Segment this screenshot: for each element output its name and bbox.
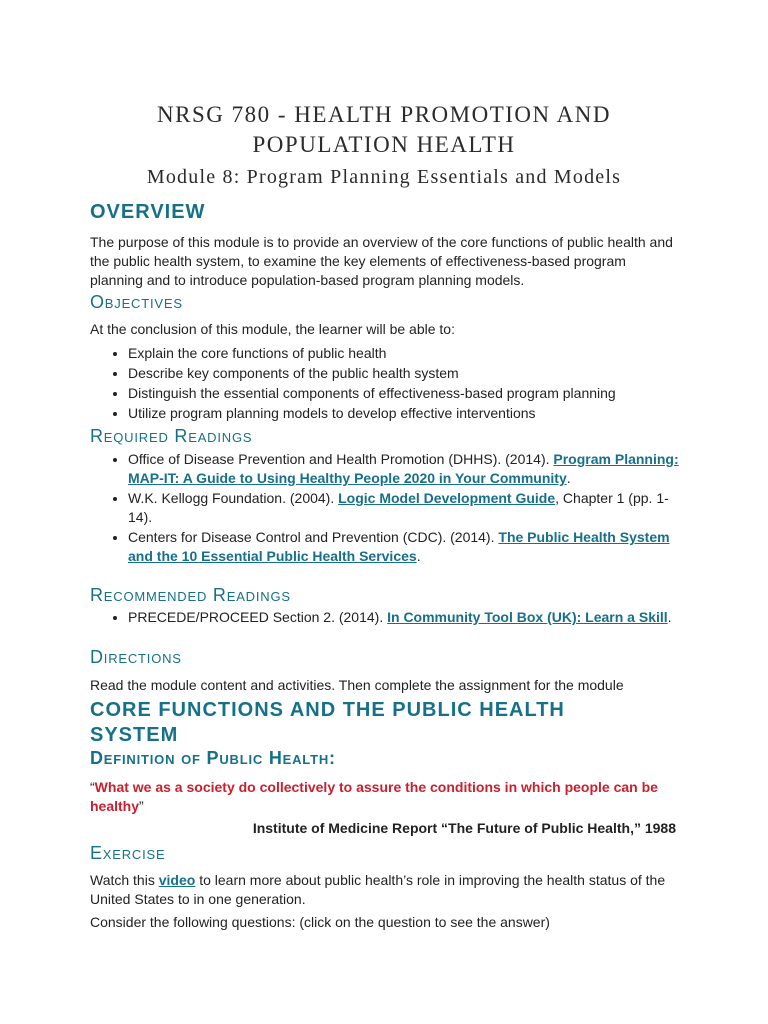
- objectives-intro: At the conclusion of this module, the learner will be able to:: [90, 321, 455, 337]
- objective-item: • Utilize program planning models to develop effective interventions: [128, 404, 688, 423]
- recommended-readings-list: [90, 608, 688, 628]
- definition-heading: Definition of Public Health:: [90, 748, 336, 768]
- objective-item: • Distinguish the essential components of effectiveness-based program planning: [128, 384, 688, 403]
- reading-item: [128, 528, 688, 566]
- exercise-text: [90, 871, 680, 909]
- quote-open-mark: “: [90, 779, 95, 795]
- overview-heading: OVERVIEW: [90, 201, 206, 223]
- module-title: Module 8: Program Planning Essentials and Models: [146, 166, 622, 188]
- objectives-list: [90, 344, 688, 424]
- reading-suffix: .: [566, 470, 571, 486]
- course-title: [0, 100, 768, 160]
- reading-suffix: , Chapter 1 (pp. 1-14).: [128, 490, 669, 525]
- reading-citation: Office of Disease Prevention and Health Promotion (DHHS). (2014).: [128, 451, 554, 467]
- reading-item: [128, 608, 688, 627]
- course-title-line-2: POPULATION HEALTH: [252, 132, 516, 157]
- core-functions-heading: CORE FUNCTIONS AND THE PUBLIC HEALTH SYSTEM: [90, 699, 565, 746]
- quote-attribution: Institute of Medicine Report “The Future of Public Health,” 1988: [252, 820, 676, 836]
- reading-item: [128, 450, 688, 488]
- objective-item: • Explain the core functions of public health: [128, 344, 688, 363]
- reading-link[interactable]: Logic Model Development Guide: [338, 490, 556, 506]
- reading-link[interactable]: The Public Health System and the 10 Essential Public Health Services: [128, 529, 670, 564]
- objectives-heading: Objectives: [90, 292, 183, 312]
- reading-suffix: .: [416, 548, 421, 564]
- overview-text: The purpose of this module is to provide an overview of the core functions of public health and the public health system, to examine the key elements of effectiveness-based program planning and to introduce population-based program planning models.: [90, 234, 673, 288]
- reading-citation: PRECEDE/PROCEED Section 2. (2014).: [128, 609, 388, 625]
- required-readings-heading: Required Readings: [90, 426, 253, 446]
- directions-heading: Directions: [90, 647, 182, 667]
- recommended-readings-heading: Recommended Readings: [90, 585, 291, 605]
- public-health-definition-quote: [90, 778, 680, 816]
- objective-item: • Describe key components of the public health system: [128, 364, 688, 383]
- reading-link[interactable]: In Community Tool Box (UK): Learn a Skill: [387, 609, 668, 625]
- reading-citation: Centers for Disease Control and Prevention (CDC). (2014).: [128, 529, 499, 545]
- directions-text: Read the module content and activities. Then complete the assignment for the module: [90, 677, 624, 693]
- course-title-line-1: NRSG 780 - HEALTH PROMOTION AND: [157, 102, 611, 127]
- quote-text: What we as a society do collectively to assure the conditions in which people can be healthy: [90, 779, 658, 814]
- reading-item: [128, 489, 688, 527]
- reading-suffix: .: [667, 609, 672, 625]
- exercise-text-after: to learn more about public health’s role in improving the health status of the United States to in one generation.: [90, 872, 666, 907]
- exercise-heading: Exercise: [90, 843, 166, 863]
- required-readings-list: [90, 450, 688, 567]
- video-link[interactable]: video: [158, 872, 196, 888]
- reading-link[interactable]: Program Planning: MAP-IT: A Guide to Using Healthy People 2020 in Your Community: [128, 451, 679, 486]
- reading-citation: W.K. Kellogg Foundation. (2004).: [128, 490, 339, 506]
- quote-close-mark: ”: [139, 798, 144, 814]
- exercise-text-before: Watch this: [90, 872, 159, 888]
- exercise-instruction: Consider the following questions: (click on the question to see the answer): [90, 914, 550, 930]
